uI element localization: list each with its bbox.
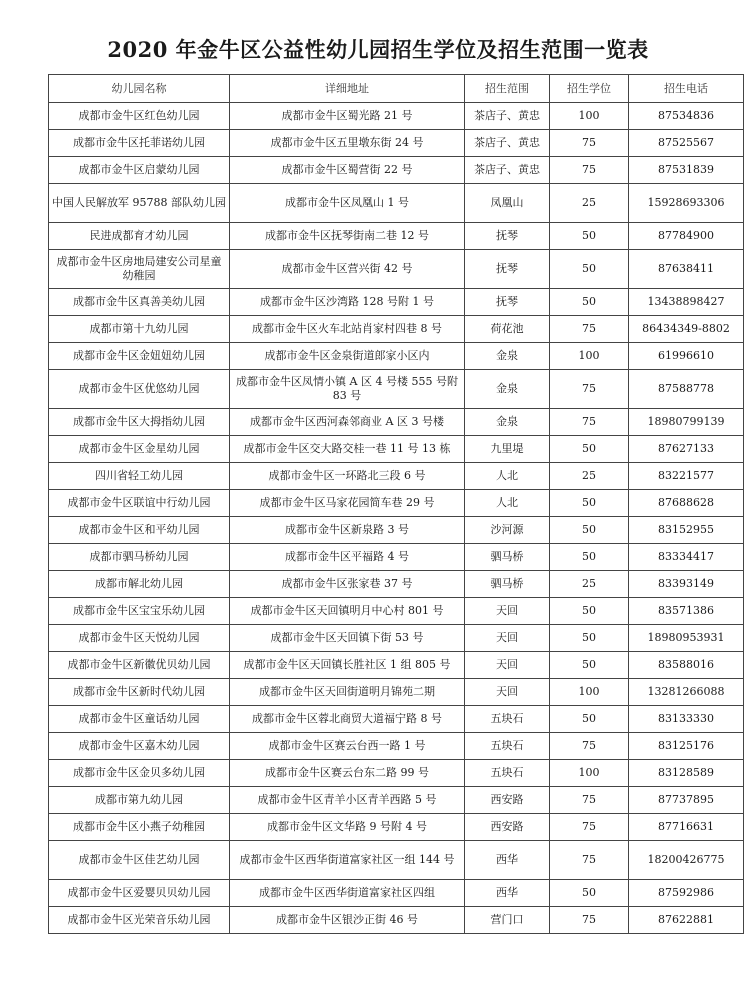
cell-address: 成都市金牛区营兴街 42 号 [230,250,465,289]
cell-address: 成都市金牛区金泉街道郎家小区内 [230,343,465,370]
cell-area: 荷花池 [465,316,550,343]
cell-name: 成都市金牛区天悦幼儿园 [49,625,230,652]
cell-seats: 25 [550,571,629,598]
cell-phone: 18980953931 [629,625,744,652]
cell-address: 成都市金牛区银沙正街 46 号 [230,907,465,934]
cell-area: 人北 [465,463,550,490]
cell-seats: 75 [550,733,629,760]
cell-phone: 87592986 [629,880,744,907]
cell-seats: 50 [550,625,629,652]
cell-area: 五块石 [465,706,550,733]
cell-area: 西华 [465,841,550,880]
enrollment-table [48,74,744,934]
table-row [49,130,744,157]
cell-phone: 87716631 [629,814,744,841]
table-row [49,625,744,652]
cell-area: 西安路 [465,787,550,814]
header-name: 幼儿园名称 [49,75,230,103]
cell-address: 成都市金牛区马家花园简车巷 29 号 [230,490,465,517]
table-row [49,733,744,760]
cell-name: 成都市金牛区真善美幼儿园 [49,289,230,316]
cell-name: 成都市金牛区启蒙幼儿园 [49,157,230,184]
cell-area: 西华 [465,880,550,907]
cell-phone: 83128589 [629,760,744,787]
cell-phone: 83588016 [629,652,744,679]
cell-address: 成都市金牛区交大路交桂一巷 11 号 13 栋 [230,436,465,463]
cell-seats: 100 [550,760,629,787]
cell-seats: 50 [550,517,629,544]
cell-name: 成都市金牛区小燕子幼稚园 [49,814,230,841]
cell-phone: 18980799139 [629,409,744,436]
cell-phone: 87688628 [629,490,744,517]
cell-area: 抚琴 [465,223,550,250]
cell-area: 天回 [465,679,550,706]
cell-name: 成都市金牛区嘉木幼儿园 [49,733,230,760]
cell-name: 成都市金牛区金妞妞幼儿园 [49,343,230,370]
cell-address: 成都市金牛区西华街道富家社区四组 [230,880,465,907]
cell-name: 成都市金牛区大拇指幼儿园 [49,409,230,436]
table-row [49,370,744,409]
cell-seats: 75 [550,814,629,841]
cell-address: 成都市金牛区赛云台西一路 1 号 [230,733,465,760]
table-row [49,598,744,625]
header-seats: 招生学位 [550,75,629,103]
cell-area: 营门口 [465,907,550,934]
cell-phone: 83133330 [629,706,744,733]
cell-address: 成都市金牛区火车北站肖家村四巷 8 号 [230,316,465,343]
cell-address: 成都市金牛区抚琴街南二巷 12 号 [230,223,465,250]
cell-phone: 87638411 [629,250,744,289]
cell-phone: 13281266088 [629,679,744,706]
cell-area: 金泉 [465,370,550,409]
cell-address: 成都市金牛区青羊小区青羊西路 5 号 [230,787,465,814]
header-address: 详细地址 [230,75,465,103]
cell-seats: 50 [550,250,629,289]
table-row [49,544,744,571]
table-body [49,103,744,934]
table-row [49,289,744,316]
cell-seats: 25 [550,184,629,223]
cell-address: 成都市金牛区天回街道明月锦苑二期 [230,679,465,706]
cell-seats: 50 [550,544,629,571]
cell-address: 成都市金牛区蜀光路 21 号 [230,103,465,130]
table-row [49,841,744,880]
cell-area: 金泉 [465,343,550,370]
cell-name: 成都市金牛区托菲诺幼儿园 [49,130,230,157]
cell-address: 成都市金牛区张家巷 37 号 [230,571,465,598]
cell-name: 成都市解北幼儿园 [49,571,230,598]
cell-address: 成都市金牛区文华路 9 号附 4 号 [230,814,465,841]
table-row [49,679,744,706]
cell-name: 成都市金牛区优悠幼儿园 [49,370,230,409]
table-row [49,463,744,490]
cell-name: 成都市第十九幼儿园 [49,316,230,343]
cell-area: 九里堤 [465,436,550,463]
table-header-row [49,75,744,103]
cell-seats: 75 [550,157,629,184]
cell-area: 抚琴 [465,289,550,316]
cell-phone: 87784900 [629,223,744,250]
cell-phone: 87622881 [629,907,744,934]
cell-name: 成都市金牛区金贝多幼儿园 [49,760,230,787]
cell-address: 成都市金牛区平福路 4 号 [230,544,465,571]
cell-seats: 50 [550,880,629,907]
table-row [49,517,744,544]
cell-seats: 75 [550,409,629,436]
cell-seats: 100 [550,343,629,370]
cell-phone: 87531839 [629,157,744,184]
cell-seats: 75 [550,316,629,343]
table-row [49,157,744,184]
cell-area: 凤凰山 [465,184,550,223]
cell-seats: 50 [550,598,629,625]
cell-name: 成都市金牛区房地局建安公司星童幼稚园 [49,250,230,289]
header-area: 招生范围 [465,75,550,103]
cell-address: 成都市金牛区赛云台东二路 99 号 [230,760,465,787]
table-row [49,343,744,370]
cell-area: 沙河源 [465,517,550,544]
cell-name: 成都市金牛区爱婴贝贝幼儿园 [49,880,230,907]
cell-name: 成都市驷马桥幼儿园 [49,544,230,571]
cell-phone: 87588778 [629,370,744,409]
table-row [49,571,744,598]
cell-seats: 100 [550,679,629,706]
cell-area: 茶店子、黄忠 [465,103,550,130]
cell-address: 成都市金牛区天回镇明月中心村 801 号 [230,598,465,625]
cell-seats: 50 [550,652,629,679]
cell-name: 民进成都育才幼儿园 [49,223,230,250]
cell-phone: 61996610 [629,343,744,370]
cell-name: 成都市金牛区童话幼儿园 [49,706,230,733]
cell-phone: 83221577 [629,463,744,490]
cell-name: 成都市金牛区佳艺幼儿园 [49,841,230,880]
cell-name: 成都市金牛区光荣音乐幼儿园 [49,907,230,934]
cell-name: 成都市金牛区新徽优贝幼儿园 [49,652,230,679]
cell-address: 成都市金牛区新泉路 3 号 [230,517,465,544]
cell-address: 成都市金牛区五里墩东街 24 号 [230,130,465,157]
cell-address: 成都市金牛区一环路北三段 6 号 [230,463,465,490]
cell-address: 成都市金牛区天回镇下街 53 号 [230,625,465,652]
table-row [49,652,744,679]
cell-address: 成都市金牛区凤情小镇 A 区 4 号楼 555 号附 83 号 [230,370,465,409]
cell-area: 抚琴 [465,250,550,289]
cell-phone: 83571386 [629,598,744,625]
cell-phone: 13438898427 [629,289,744,316]
cell-name: 四川省轻工幼儿园 [49,463,230,490]
table-row [49,223,744,250]
table-row [49,184,744,223]
cell-phone: 87627133 [629,436,744,463]
cell-area: 驷马桥 [465,544,550,571]
cell-address: 成都市金牛区天回镇长胜社区 1 组 805 号 [230,652,465,679]
cell-name: 中国人民解放军 95788 部队幼儿园 [49,184,230,223]
cell-name: 成都市金牛区和平幼儿园 [49,517,230,544]
cell-phone: 83152955 [629,517,744,544]
cell-area: 西安路 [465,814,550,841]
cell-address: 成都市金牛区凤凰山 1 号 [230,184,465,223]
table-row [49,760,744,787]
cell-name: 成都市金牛区宝宝乐幼儿园 [49,598,230,625]
cell-address: 成都市金牛区蓉北商贸大道福宁路 8 号 [230,706,465,733]
header-phone: 招生电话 [629,75,744,103]
cell-seats: 50 [550,436,629,463]
table-row [49,409,744,436]
table-row [49,814,744,841]
table-row [49,316,744,343]
cell-area: 茶店子、黄忠 [465,157,550,184]
cell-phone: 87525567 [629,130,744,157]
cell-area: 茶店子、黄忠 [465,130,550,157]
table-row [49,490,744,517]
table-row [49,787,744,814]
cell-seats: 50 [550,289,629,316]
cell-address: 成都市金牛区沙湾路 128 号附 1 号 [230,289,465,316]
cell-phone: 83334417 [629,544,744,571]
cell-seats: 100 [550,103,629,130]
table-row [49,880,744,907]
cell-address: 成都市金牛区蜀营街 22 号 [230,157,465,184]
cell-seats: 25 [550,463,629,490]
cell-area: 驷马桥 [465,571,550,598]
cell-seats: 50 [550,490,629,517]
cell-area: 人北 [465,490,550,517]
table-row [49,907,744,934]
cell-area: 五块石 [465,733,550,760]
cell-phone: 87534836 [629,103,744,130]
table-row [49,250,744,289]
cell-phone: 87737895 [629,787,744,814]
table-row [49,103,744,130]
cell-address: 成都市金牛区西华街道富家社区一组 144 号 [230,841,465,880]
cell-phone: 83125176 [629,733,744,760]
table-row [49,706,744,733]
cell-phone: 86434349-8802 [629,316,744,343]
table-row [49,436,744,463]
cell-phone: 15928693306 [629,184,744,223]
cell-area: 天回 [465,625,550,652]
cell-name: 成都市金牛区红色幼儿园 [49,103,230,130]
cell-phone: 83393149 [629,571,744,598]
cell-name: 成都市金牛区金星幼儿园 [49,436,230,463]
cell-area: 五块石 [465,760,550,787]
cell-address: 成都市金牛区西河森邻商业 A 区 3 号楼 [230,409,465,436]
cell-seats: 75 [550,130,629,157]
cell-seats: 75 [550,370,629,409]
cell-name: 成都市第九幼儿园 [49,787,230,814]
cell-area: 天回 [465,652,550,679]
cell-seats: 75 [550,907,629,934]
cell-seats: 50 [550,706,629,733]
cell-seats: 75 [550,841,629,880]
cell-name: 成都市金牛区联谊中行幼儿园 [49,490,230,517]
cell-area: 天回 [465,598,550,625]
cell-phone: 18200426775 [629,841,744,880]
cell-area: 金泉 [465,409,550,436]
cell-seats: 50 [550,223,629,250]
cell-seats: 75 [550,787,629,814]
cell-name: 成都市金牛区新时代幼儿园 [49,679,230,706]
page-title: 2020 年金牛区公益性幼儿园招生学位及招生范围一览表 [107,37,649,62]
